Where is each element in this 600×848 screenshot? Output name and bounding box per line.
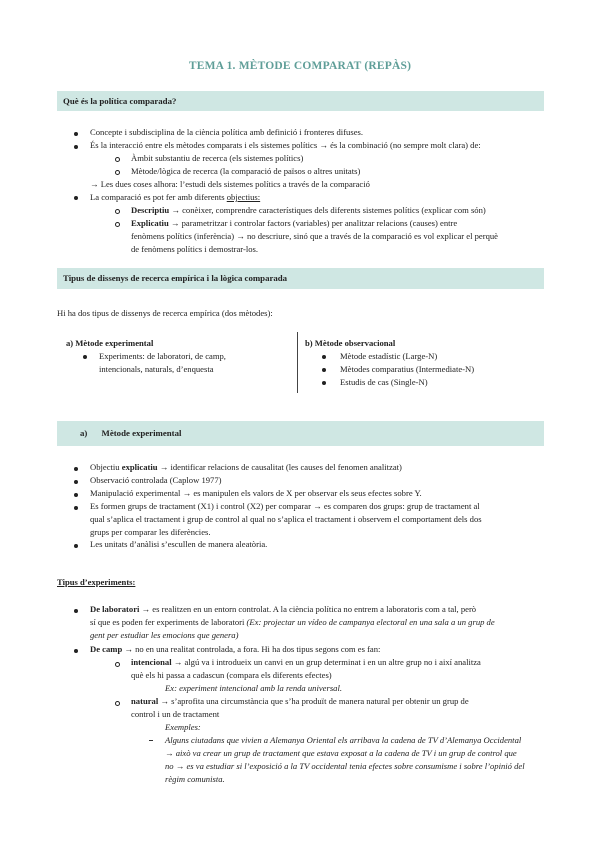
text-span: → identificar relacions de causalitat (les causes del fenomen analitzat) bbox=[157, 462, 402, 472]
text-line: control i un de tractament bbox=[131, 709, 220, 719]
text-line: gent per estudiar les emocions que genera) bbox=[90, 630, 239, 640]
bold-term: natural bbox=[131, 696, 159, 706]
text-line bbox=[131, 217, 457, 229]
text-line bbox=[131, 695, 469, 707]
text-line: Mètode/lògica de recerca (la comparació de països o altres unitats) bbox=[131, 166, 361, 176]
section-heading-que-es bbox=[57, 91, 544, 111]
bold-term: intencional bbox=[131, 657, 172, 667]
text-line: de fenòmens polítics i demostrar-los. bbox=[131, 244, 259, 254]
bullet bbox=[322, 368, 326, 372]
text-span: → conèixer, comprendre característiques dels diferents sistemes polítics (explicar com són) bbox=[169, 205, 486, 215]
bold-term: explicatiu bbox=[121, 462, 158, 472]
bullet bbox=[74, 609, 78, 613]
section-heading-dissenys bbox=[57, 268, 544, 289]
bullet bbox=[74, 493, 78, 497]
column-b-title: b) Mètode observacional bbox=[305, 338, 396, 348]
text-line: Estudis de cas (Single-N) bbox=[340, 377, 428, 387]
text-line: fenòmens polítics (inferència) → no descriure, sinó que a través de la comparació es vol explicar el perquè bbox=[131, 231, 498, 241]
text-line: Àmbit substantiu de recerca (els sistemes polítics) bbox=[131, 153, 304, 163]
bullet bbox=[322, 355, 326, 359]
text-span: → algú va i introdueix un canvi en un grup determinat i en un altre grup no i així analitza bbox=[171, 657, 481, 667]
text-line: Experiments: de laboratori, de camp, bbox=[99, 351, 226, 361]
dash-bullet bbox=[149, 740, 153, 741]
text-line: grups per comparar les diferències. bbox=[90, 527, 211, 537]
column-divider bbox=[297, 332, 298, 393]
text-line: Mètode estadístic (Large-N) bbox=[340, 351, 438, 361]
text-line bbox=[90, 616, 495, 628]
text-line bbox=[131, 204, 486, 216]
text-span: → parametritzar i controlar factors (variables) per analitzar relacions (causes) entre bbox=[168, 218, 458, 228]
text-line: Ex: experiment intencional amb la renda universal. bbox=[165, 683, 343, 693]
bullet bbox=[74, 506, 78, 510]
section-heading-text: Mètode experimental bbox=[101, 428, 182, 438]
text-span: → no en una realitat controlada, a fora. Hi ha dos tipus segons com es fan: bbox=[122, 644, 381, 654]
text-span: → es realitzen en un entorn controlat. A la ciència política no entrem a laboratoris com a tal, però bbox=[139, 604, 477, 614]
text-line: → això va crear un grup de tractament que estava exposat a la cadena de TV i un grup de control que bbox=[165, 748, 517, 758]
text-span: La comparació es pot fer amb diferents bbox=[90, 192, 227, 202]
section-heading-text: Tipus de dissenys de recerca empírica i la lògica comparada bbox=[63, 273, 288, 283]
column-a-title: a) Mètode experimental bbox=[66, 338, 154, 348]
text-line: És la interacció entre els mètodes comparats i els sistemes polítics → és la combinació (no sempre molt clara) de: bbox=[90, 140, 481, 150]
text-line: qual s’aplica el tractament i grup de control al qual no s’aplica el tractament i observem el comportament dels dos bbox=[90, 514, 482, 524]
section-heading-metode-experimental bbox=[57, 421, 544, 446]
italic-example: (Ex: projectar un vídeo de campanya electoral en una sala a un grup de bbox=[246, 617, 495, 627]
bullet bbox=[74, 145, 78, 149]
bold-term: De laboratori bbox=[90, 604, 140, 614]
document-title: TEMA 1. MÈTODE COMPARAT (REPÀS) bbox=[188, 60, 412, 72]
bullet bbox=[74, 480, 78, 484]
text-line: intencionals, naturals, d’enquesta bbox=[99, 364, 214, 374]
text-line bbox=[90, 461, 402, 473]
text-line: Manipulació experimental → es manipulen els valors de X per observar els seus efectes sobre Y. bbox=[90, 488, 422, 498]
bullet bbox=[322, 381, 326, 385]
text-line: no → es va estudiar si l’exposició a la TV occidental tenia efectes sobre consumisme i sobre l’opinió del bbox=[165, 761, 525, 771]
text-line: Mètodes comparatius (Intermediate-N) bbox=[340, 364, 475, 374]
text-line bbox=[90, 603, 476, 615]
bullet bbox=[74, 132, 78, 136]
text-line: règim comunista. bbox=[165, 774, 225, 784]
text-span: → s’aprofita una circumstància que s’ha produït de manera natural per obtenir un grup de bbox=[158, 696, 469, 706]
sub-bullet bbox=[115, 222, 120, 227]
text-line: → Les dues coses alhora: l’estudi dels sistemes polítics a través de la comparació bbox=[90, 179, 370, 189]
bold-term: Descriptiu bbox=[131, 205, 170, 215]
sub-bullet bbox=[115, 170, 120, 175]
text-line bbox=[90, 643, 380, 655]
sub-bullet bbox=[115, 209, 120, 214]
text-line: Es formen grups de tractament (X1) i control (X2) per comparar → es comparen dos grups: grup de tractament al bbox=[90, 501, 480, 511]
text-line bbox=[90, 191, 260, 203]
text-line: Hi ha dos tipus de dissenys de recerca empírica (dos mètodes): bbox=[57, 308, 273, 318]
text-line: Exemples: bbox=[165, 722, 201, 732]
text-line: Alguns ciutadans que vivien a Alemanya Oriental els arribava la cadena de TV d’Alemanya Occidental bbox=[165, 735, 522, 745]
sub-bullet bbox=[115, 662, 120, 667]
bullet bbox=[83, 355, 87, 359]
text-line: Observació controlada (Caplow 1977) bbox=[90, 475, 222, 485]
sub-bullet bbox=[115, 157, 120, 162]
section-heading-text: Què és la política comparada? bbox=[63, 96, 177, 106]
bullet bbox=[74, 544, 78, 548]
bullet bbox=[74, 196, 78, 200]
bold-term: De camp bbox=[90, 644, 123, 654]
bullet bbox=[74, 649, 78, 653]
text-span: sí que es poden fer experiments de laboratori bbox=[90, 617, 247, 627]
text-line: què els hi passa a cadascun (compara els diferents efectes) bbox=[131, 670, 332, 680]
section-heading-number: a) bbox=[80, 428, 88, 438]
text-line: Concepte i subdisciplina de la ciència política amb definició i fronteres difuses. bbox=[90, 127, 364, 137]
subsection-heading-tipus-experiments: Tipus d’experiments: bbox=[57, 577, 136, 587]
text-line bbox=[131, 656, 481, 668]
text-line: Les unitats d’anàlisi s’escullen de manera aleatòria. bbox=[90, 539, 268, 549]
bullet bbox=[74, 467, 78, 471]
bold-term: Explicatiu bbox=[131, 218, 169, 228]
sub-bullet bbox=[115, 701, 120, 706]
text-span: Objectiu bbox=[90, 462, 122, 472]
underlined-word: objectius: bbox=[226, 192, 261, 202]
